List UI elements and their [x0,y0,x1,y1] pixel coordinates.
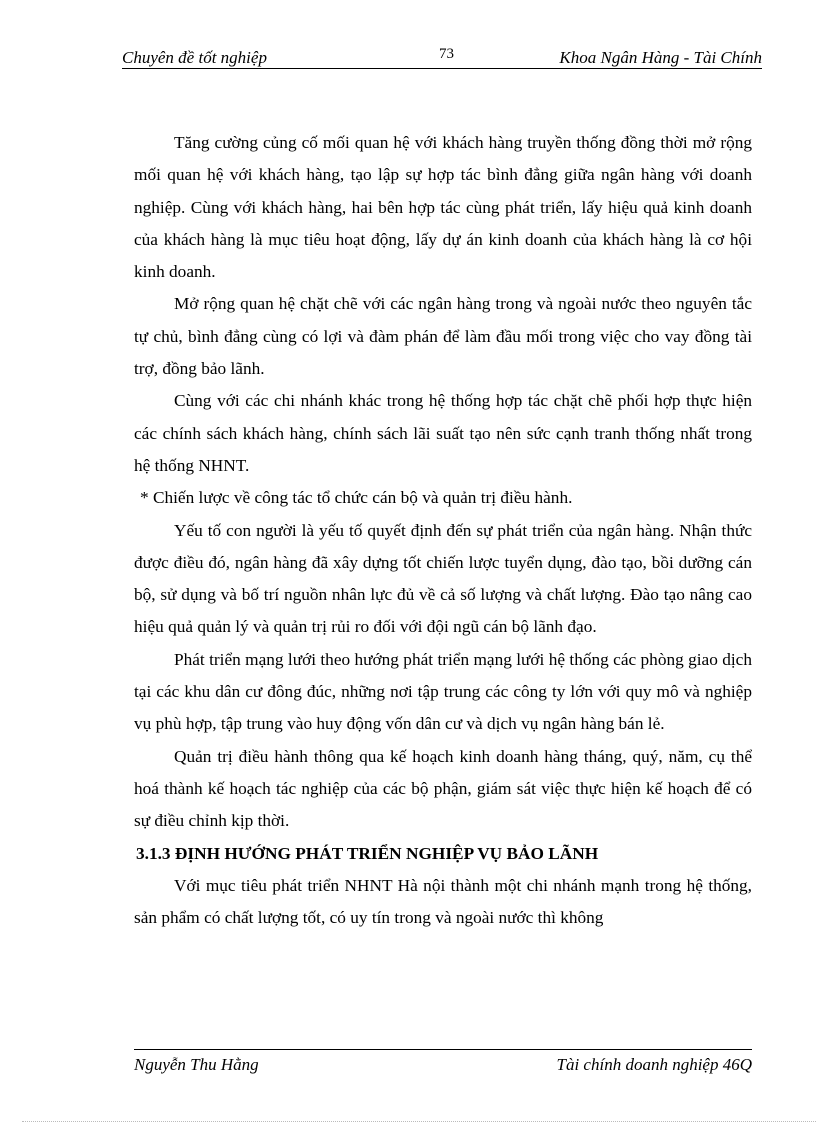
paragraph: Phát triển mạng lưới theo hướng phát triển mạng lưới hệ thống các phòng giao dịch tại các khu dân cư đông đúc, những nơi tập trung các công ty lớn với quy mô và nghiệp vụ phù hợp, tập trung vào huy động vốn dân cư và dịch vụ ngân hàng bán lẻ. [134,649,752,734]
page-header [122,46,762,68]
paragraph: Cùng với các chi nhánh khác trong hệ thống hợp tác chặt chẽ phối hợp thực hiện các chính sách khách hàng, chính sách lãi suất tạo nên sức cạnh tranh thống nhất trong hệ thống NHNT. [134,391,752,475]
paragraph: Quản trị điều hành thông qua kế hoạch kinh doanh hàng tháng, quý, năm, cụ thể hoá thành kế hoạch tác nghiệp của các bộ phận, giám sát việc thực hiện kế hoạch để có sự điều chỉnh kịp thời. [134,746,752,831]
page-edge-divider [22,1121,816,1122]
paragraph: Với mục tiêu phát triển NHNT Hà nội thành một chi nhánh mạnh trong hệ thống, sản phẩm có chất lượng tốt, có uy tín trong và ngoài nước thì không [134,875,752,928]
footer-divider [134,1049,752,1050]
bullet-heading: * Chiến lược về công tác tổ chức cán bộ và quản trị điều hành. [140,488,573,508]
header-divider [122,68,762,69]
footer-class: Tài chính doanh nghiệp 46Q [556,1055,752,1074]
footer-author: Nguyễn Thu Hằng [134,1055,259,1074]
paragraph: Mở rộng quan hệ chặt chẽ với các ngân hàng trong và ngoài nước theo nguyên tắc tự chủ, bình đẳng cùng có lợi và đàm phán để làm đầu mối trong việc cho vay đồng tài trợ, đồng bảo lãnh. [134,294,752,379]
page-footer [134,1055,752,1077]
section-heading: 3.1.3 ĐỊNH HƯỚNG PHÁT TRIỂN NGHIỆP VỤ BẢO LÃNH [136,843,599,863]
header-faculty-label: Khoa Ngân Hàng - Tài Chính [559,48,762,67]
page-number: 73 [439,46,454,62]
paragraph: Tăng cường củng cố mối quan hệ với khách hàng truyền thống đồng thời mở rộng mối quan hệ với khách hàng, tạo lập sự hợp tác bình đẳng giữa ngân hàng với doanh nghiệp. Cùng với khách hàng, hai bên hợp tác cùng phát triển, lấy hiệu quả kinh doanh của khách hàng là mục tiêu hoạt động, lấy dự án kinh doanh của khách hàng là cơ hội kinh doanh. [134,133,752,282]
paragraph: Yếu tố con người là yếu tố quyết định đến sự phát triển của ngân hàng. Nhận thức được điều đó, ngân hàng đã xây dựng tốt chiến lược tuyển dụng, đào tạo, bồi dưỡng cán bộ, sử dụng và bố trí nguồn nhân lực đủ về cả số lượng và chất lượng. Đào tạo nâng cao hiệu quả quản lý và quản trị rủi ro đối với đội ngũ cán bộ lãnh đạo. [134,520,752,637]
document-body [134,127,752,934]
header-thesis-label: Chuyên đề tốt nghiệp [122,48,267,67]
